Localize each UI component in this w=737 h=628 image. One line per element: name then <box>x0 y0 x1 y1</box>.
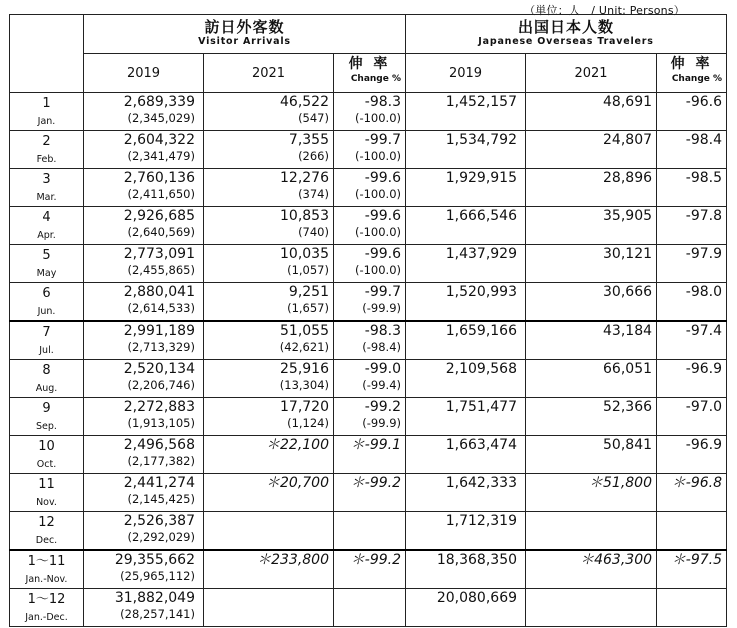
visitor-2018-value: (2,206,746) <box>127 378 195 392</box>
overseas-change-value: -96.9 <box>685 437 723 453</box>
month-number: 1～12 <box>27 592 66 607</box>
overseas-2021-cell <box>526 436 657 474</box>
overseas-2019-value: 1,642,333 <box>445 475 518 491</box>
visitor-2021-value: ＊22,100 <box>266 437 329 453</box>
overseas-2021-cell <box>526 93 657 131</box>
overseas-2019-cell <box>406 207 526 245</box>
overseas-travelers-en: Japanese Overseas Travelers <box>478 36 654 47</box>
overseas-2021-value: 30,121 <box>603 246 653 262</box>
month-cell <box>10 360 84 398</box>
month-cell <box>10 169 84 207</box>
visitor-2019-cell <box>84 436 204 474</box>
overseas-2019-cell <box>406 398 526 436</box>
overseas-2021-value <box>526 589 652 590</box>
month-cell <box>10 321 84 360</box>
visitor-2021-cell <box>204 398 334 436</box>
month-english: Jul. <box>39 345 54 356</box>
visitor-2020-value: (42,621) <box>279 340 329 354</box>
overseas-change-header <box>657 54 727 93</box>
month-english: Nov. <box>36 497 57 508</box>
overseas-change-en: Change % <box>671 74 723 84</box>
month-number: 11 <box>38 477 55 492</box>
visitor-2021-value: 9,251 <box>288 284 329 300</box>
visitor-2019-header: 2019 <box>84 54 204 93</box>
visitor-change-prev-value: (-99.9) <box>362 416 402 430</box>
month-cell <box>10 550 84 589</box>
overseas-change-cell <box>657 131 727 169</box>
visitor-2021-value: 17,720 <box>280 399 329 415</box>
visitor-2021-cell <box>204 245 334 283</box>
overseas-2021-cell <box>526 589 657 627</box>
visitor-arrivals-header <box>84 15 406 54</box>
overseas-2019-cell <box>406 512 526 551</box>
overseas-2021-cell <box>526 512 657 551</box>
visitor-2019-cell <box>84 131 204 169</box>
overseas-2019-cell <box>406 474 526 512</box>
overseas-travelers-header <box>406 15 727 54</box>
visitor-change-cell <box>334 550 406 589</box>
visitor-2020-value: (547) <box>298 111 329 125</box>
visitor-change-cell <box>334 283 406 322</box>
overseas-2019-value: 1,929,915 <box>445 170 518 186</box>
table-row <box>10 550 727 589</box>
visitor-2018-value: (25,965,112) <box>120 569 195 583</box>
visitor-2019-value: 2,991,189 <box>123 323 195 339</box>
overseas-change-value: -98.0 <box>685 284 723 300</box>
visitor-2019-cell <box>84 283 204 322</box>
table-row <box>10 474 727 512</box>
visitor-2021-cell <box>204 474 334 512</box>
visitor-2021-cell <box>204 93 334 131</box>
overseas-2019-cell <box>406 321 526 360</box>
visitor-2021-value: 10,853 <box>280 208 329 224</box>
table-row <box>10 207 727 245</box>
visitor-change-cell <box>334 398 406 436</box>
visitor-2021-value: 10,035 <box>280 246 329 262</box>
table-row <box>10 169 727 207</box>
visitor-2020-value: (374) <box>298 187 329 201</box>
overseas-2019-cell <box>406 436 526 474</box>
overseas-2019-value: 1,663,474 <box>445 437 518 453</box>
visitor-2018-value: (28,257,141) <box>120 607 195 621</box>
visitor-change-cell <box>334 131 406 169</box>
overseas-2021-value: 24,807 <box>603 132 653 148</box>
month-english: May <box>36 268 57 279</box>
visitor-2021-value: 51,055 <box>280 323 329 339</box>
visitor-2021-value <box>204 512 329 513</box>
overseas-change-value: -97.9 <box>685 246 723 262</box>
table-row <box>10 398 727 436</box>
month-english: Jan. <box>37 116 56 127</box>
visitor-2021-cell <box>204 207 334 245</box>
visitor-change-cell <box>334 321 406 360</box>
overseas-change-value: ＊-96.8 <box>671 475 723 491</box>
overseas-2019-cell <box>406 131 526 169</box>
table-row <box>10 360 727 398</box>
month-cell <box>10 512 84 551</box>
month-number: 5 <box>42 248 51 263</box>
visitor-2019-cell <box>84 245 204 283</box>
overseas-travelers-jp: 出国日本人数 <box>518 18 615 36</box>
visitor-2019-cell <box>84 360 204 398</box>
overseas-change-cell <box>657 283 727 322</box>
visitor-change-value: -98.3 <box>364 94 402 110</box>
visitor-2019-value: 2,773,091 <box>123 246 195 262</box>
overseas-change-value: ＊-97.5 <box>671 552 723 568</box>
overseas-change-value: -97.0 <box>685 399 723 415</box>
visitor-2018-value: (2,177,382) <box>127 454 195 468</box>
table-row <box>10 436 727 474</box>
overseas-change-value: -96.6 <box>685 94 723 110</box>
month-english: Aug. <box>35 383 58 394</box>
visitor-change-cell <box>334 169 406 207</box>
visitor-change-prev-value: (-99.9) <box>362 301 402 315</box>
visitor-change-value: -99.7 <box>364 132 402 148</box>
visitor-2020-value: (13,304) <box>279 378 329 392</box>
visitor-2021-value: 25,916 <box>280 361 329 377</box>
month-english: Jan.-Dec. <box>25 612 68 623</box>
overseas-change-value <box>657 512 722 513</box>
visitor-2018-value: (2,713,329) <box>127 340 195 354</box>
visitor-change-header <box>334 54 406 93</box>
visitor-2018-value: (2,640,569) <box>127 225 195 239</box>
overseas-2019-cell <box>406 360 526 398</box>
month-english: Jan.-Nov. <box>25 574 68 585</box>
overseas-2019-value: 20,080,669 <box>436 590 518 606</box>
overseas-2021-value: 66,051 <box>603 361 653 377</box>
visitor-change-value: ＊-99.2 <box>350 552 402 568</box>
month-number: 1 <box>42 96 51 111</box>
overseas-2019-cell <box>406 93 526 131</box>
visitor-change-cell <box>334 512 406 551</box>
visitor-2019-value: 2,496,568 <box>123 437 195 453</box>
visitor-change-cell <box>334 207 406 245</box>
visitor-change-value: ＊-99.1 <box>350 437 402 453</box>
overseas-2021-cell <box>526 169 657 207</box>
visitor-2019-value: 2,926,685 <box>123 208 195 224</box>
visitor-2021-cell <box>204 360 334 398</box>
overseas-2021-value: 52,366 <box>603 399 653 415</box>
overseas-change-cell <box>657 589 727 627</box>
table-row <box>10 589 727 627</box>
visitor-2018-value: (2,292,029) <box>127 530 195 544</box>
visitor-2020-value: (1,057) <box>287 263 329 277</box>
overseas-2021-value: 43,184 <box>603 323 653 339</box>
overseas-change-value <box>657 589 722 590</box>
visitor-2021-cell <box>204 512 334 551</box>
overseas-2021-cell <box>526 398 657 436</box>
visitor-change-value: -99.6 <box>364 246 402 262</box>
month-cell <box>10 207 84 245</box>
overseas-2019-cell <box>406 245 526 283</box>
overseas-2019-cell <box>406 283 526 322</box>
overseas-2019-cell <box>406 169 526 207</box>
month-cell <box>10 283 84 322</box>
overseas-change-cell <box>657 360 727 398</box>
visitor-2018-value: (2,341,479) <box>127 149 195 163</box>
visitor-2021-value: ＊20,700 <box>266 475 329 491</box>
overseas-change-cell <box>657 207 727 245</box>
overseas-change-cell <box>657 436 727 474</box>
table-row <box>10 131 727 169</box>
month-english: Oct. <box>36 459 57 470</box>
overseas-2021-cell <box>526 207 657 245</box>
month-cell <box>10 93 84 131</box>
visitor-2019-value: 2,689,339 <box>123 94 195 110</box>
overseas-change-value: -96.9 <box>685 361 723 377</box>
overseas-change-value: -97.4 <box>685 323 723 339</box>
visitor-2021-cell <box>204 321 334 360</box>
table-row <box>10 321 727 360</box>
visitor-2018-value: (2,145,425) <box>127 492 195 506</box>
visitor-2019-value: 2,526,387 <box>123 513 195 529</box>
visitor-2021-cell <box>204 550 334 589</box>
visitor-2018-value: (2,455,865) <box>127 263 195 277</box>
overseas-2021-value: 28,896 <box>603 170 653 186</box>
visitor-arrivals-jp: 訪日外客数 <box>204 18 285 36</box>
overseas-2021-cell <box>526 360 657 398</box>
visitor-change-prev-value: (-100.0) <box>354 225 402 239</box>
overseas-2021-value: ＊51,800 <box>589 475 653 491</box>
overseas-change-jp: 伸 率 <box>670 56 713 72</box>
visitor-2019-cell <box>84 207 204 245</box>
visitor-change-prev-value: (-100.0) <box>354 187 402 201</box>
visitor-change-prev-value: (-100.0) <box>354 149 402 163</box>
overseas-2021-cell <box>526 131 657 169</box>
visitor-2019-cell <box>84 93 204 131</box>
month-number: 10 <box>38 439 55 454</box>
month-number: 8 <box>42 363 51 378</box>
month-number: 7 <box>42 325 51 340</box>
month-cell <box>10 245 84 283</box>
overseas-2021-cell <box>526 321 657 360</box>
visitor-2018-value: (1,913,105) <box>127 416 195 430</box>
month-cell <box>10 589 84 627</box>
visitor-change-value: ＊-99.2 <box>350 475 402 491</box>
overseas-change-cell <box>657 512 727 551</box>
visitor-arrivals-en: Visitor Arrivals <box>198 36 291 47</box>
overseas-2019-value: 18,368,350 <box>436 552 518 568</box>
visitor-2019-value: 29,355,662 <box>114 552 195 568</box>
visitor-2021-value: 12,276 <box>280 170 329 186</box>
visitor-change-cell <box>334 436 406 474</box>
month-english: Feb. <box>36 154 57 165</box>
visitor-change-en: Change % <box>350 74 402 84</box>
visitor-change-value: -99.0 <box>364 361 402 377</box>
visitor-2021-cell <box>204 131 334 169</box>
overseas-2019-header: 2019 <box>406 54 526 93</box>
visitor-2020-value: (1,657) <box>287 301 329 315</box>
month-english: Sep. <box>36 421 57 432</box>
month-number: 6 <box>42 286 51 301</box>
table-row <box>10 93 727 131</box>
visitor-2019-cell <box>84 589 204 627</box>
overseas-change-cell <box>657 169 727 207</box>
overseas-2021-cell <box>526 283 657 322</box>
overseas-2021-cell <box>526 550 657 589</box>
month-number: 4 <box>42 210 51 225</box>
visitor-change-cell <box>334 589 406 627</box>
visitor-2018-value: (2,614,533) <box>127 301 195 315</box>
table-row <box>10 512 727 551</box>
month-number: 3 <box>42 172 51 187</box>
overseas-2021-value: 48,691 <box>603 94 653 110</box>
visitor-2019-value: 2,604,322 <box>123 132 195 148</box>
header-row-years <box>10 54 727 93</box>
overseas-change-cell <box>657 321 727 360</box>
overseas-2021-cell <box>526 245 657 283</box>
month-number: 1～11 <box>27 554 66 569</box>
visitor-2018-value: (2,411,650) <box>127 187 195 201</box>
visitor-2019-cell <box>84 550 204 589</box>
month-number: 2 <box>42 134 51 149</box>
overseas-2019-value: 1,520,993 <box>445 284 518 300</box>
visitor-2019-cell <box>84 169 204 207</box>
visitor-2021-value <box>204 589 329 590</box>
month-cell <box>10 474 84 512</box>
overseas-2019-value: 1,437,929 <box>445 246 518 262</box>
visitor-2019-value: 2,520,134 <box>123 361 195 377</box>
month-english: Jun. <box>37 306 56 317</box>
visitor-2019-value: 2,441,274 <box>123 475 195 491</box>
visitor-2019-cell <box>84 512 204 551</box>
overseas-2019-value: 1,452,157 <box>445 94 518 110</box>
visitor-change-prev-value: (-100.0) <box>354 263 402 277</box>
month-number: 9 <box>42 401 51 416</box>
table-body <box>10 93 727 627</box>
overseas-2021-value: 35,905 <box>603 208 653 224</box>
visitor-2021-cell <box>204 589 334 627</box>
visitor-change-value: -98.3 <box>364 323 402 339</box>
visitor-2021-cell <box>204 283 334 322</box>
month-number: 12 <box>38 515 55 530</box>
visitor-2021-value: ＊233,800 <box>257 552 329 568</box>
overseas-2019-value: 1,666,546 <box>445 208 518 224</box>
statistics-table <box>9 14 727 627</box>
month-english: Mar. <box>36 192 57 203</box>
visitor-2019-value: 2,880,041 <box>123 284 195 300</box>
overseas-change-cell <box>657 474 727 512</box>
visitor-change-prev-value: (-98.4) <box>362 340 402 354</box>
visitor-change-cell <box>334 474 406 512</box>
table-row <box>10 245 727 283</box>
visitor-change-cell <box>334 93 406 131</box>
visitor-2019-cell <box>84 321 204 360</box>
visitor-change-cell <box>334 360 406 398</box>
visitor-change-value: -99.6 <box>364 208 402 224</box>
visitor-2020-value: (1,124) <box>287 416 329 430</box>
overseas-2019-cell <box>406 589 526 627</box>
overseas-2019-value: 1,534,792 <box>445 132 518 148</box>
visitor-2020-value: (740) <box>298 225 329 239</box>
overseas-2021-value <box>526 512 652 513</box>
unit-note: （単位：人 / Unit: Persons） <box>524 4 685 17</box>
overseas-2019-value: 1,659,166 <box>445 323 518 339</box>
visitor-2021-value: 46,522 <box>280 94 329 110</box>
visitor-2021-value: 7,355 <box>288 132 329 148</box>
overseas-change-value: -98.4 <box>685 132 723 148</box>
overseas-2019-value: 1,712,319 <box>445 513 518 529</box>
overseas-change-cell <box>657 398 727 436</box>
month-english: Apr. <box>37 230 56 241</box>
month-header-blank <box>10 15 84 93</box>
visitor-change-value: -99.2 <box>364 399 402 415</box>
visitor-2019-value: 2,272,883 <box>123 399 195 415</box>
visitor-2018-value: (2,345,029) <box>127 111 195 125</box>
month-cell <box>10 131 84 169</box>
overseas-2019-value: 2,109,568 <box>445 361 518 377</box>
header-row-groups <box>10 15 727 54</box>
month-english: Dec. <box>35 535 58 546</box>
month-cell <box>10 436 84 474</box>
overseas-2021-cell <box>526 474 657 512</box>
overseas-change-value: -97.8 <box>685 208 723 224</box>
visitor-2019-cell <box>84 398 204 436</box>
visitor-change-jp: 伸 率 <box>348 56 391 72</box>
visitor-change-value <box>334 589 401 590</box>
visitor-change-prev-value: (-100.0) <box>354 111 402 125</box>
table-row <box>10 283 727 322</box>
visitor-2021-cell <box>204 169 334 207</box>
visitor-2021-cell <box>204 436 334 474</box>
overseas-change-cell <box>657 93 727 131</box>
visitor-change-value: -99.6 <box>364 170 402 186</box>
overseas-change-cell <box>657 245 727 283</box>
overseas-2019-value: 1,751,477 <box>445 399 518 415</box>
overseas-2021-value: 50,841 <box>603 437 653 453</box>
visitor-change-value <box>334 512 401 513</box>
overseas-2019-cell <box>406 550 526 589</box>
visitor-2020-value: (266) <box>298 149 329 163</box>
overseas-2021-header: 2021 <box>526 54 657 93</box>
visitor-2019-cell <box>84 474 204 512</box>
month-cell <box>10 398 84 436</box>
visitor-change-cell <box>334 245 406 283</box>
visitor-2019-value: 31,882,049 <box>114 590 195 606</box>
visitor-change-prev-value: (-99.4) <box>362 378 402 392</box>
visitor-2019-value: 2,760,136 <box>123 170 195 186</box>
overseas-change-value: -98.5 <box>685 170 723 186</box>
visitor-2021-header: 2021 <box>204 54 334 93</box>
visitor-change-value: -99.7 <box>364 284 402 300</box>
overseas-change-cell <box>657 550 727 589</box>
overseas-2021-value: ＊463,300 <box>580 552 653 568</box>
overseas-2021-value: 30,666 <box>603 284 653 300</box>
